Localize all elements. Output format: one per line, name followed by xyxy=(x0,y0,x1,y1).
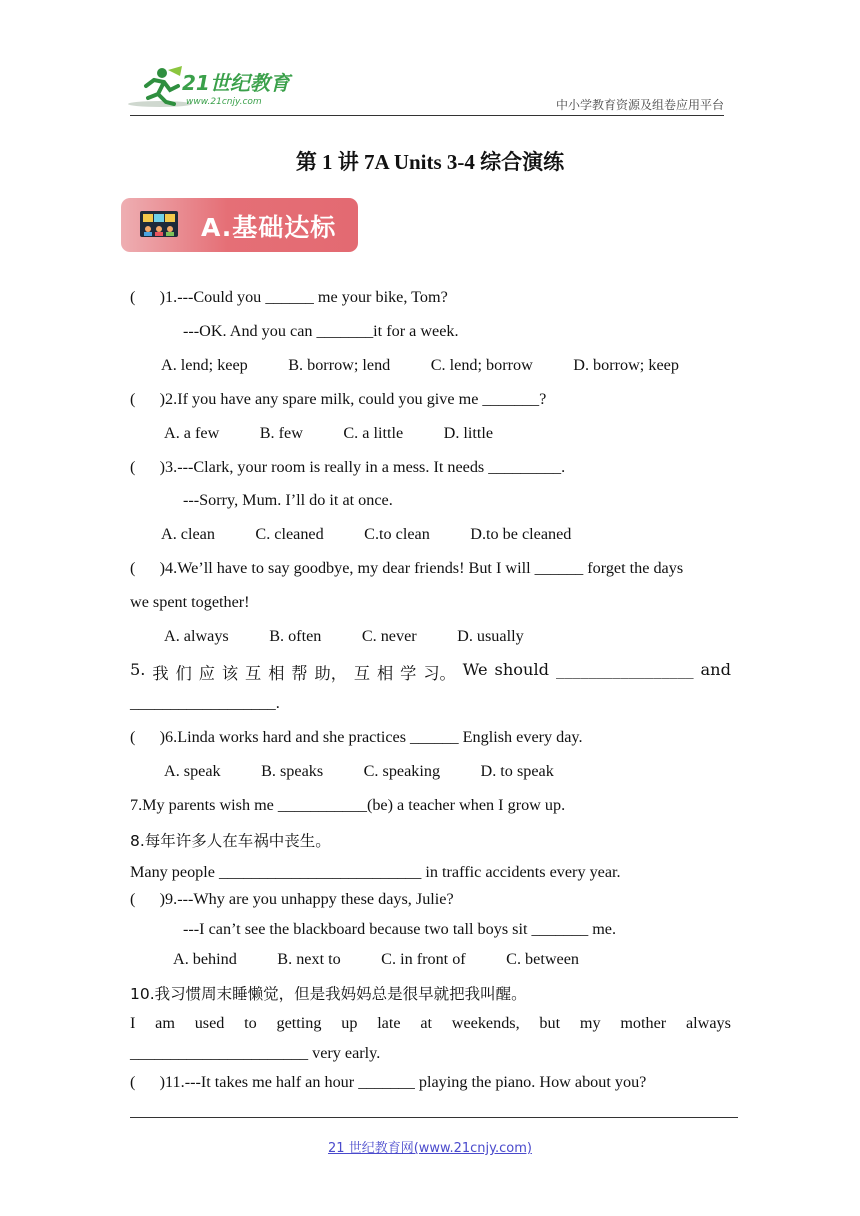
q5-word: 应 xyxy=(198,664,215,683)
q5-word: 相 xyxy=(377,664,394,683)
q5-word: 帮 xyxy=(291,664,308,683)
q5-word: 5. xyxy=(130,660,146,679)
q10-word: late xyxy=(377,1014,401,1032)
section-banner-label: A.基础达标 xyxy=(201,213,337,242)
question-3-options: A. clean C. cleaned C.to clean D.to be cleaned xyxy=(161,525,572,543)
question-11-line: ( )11.---It takes me half an hour _______ playing the piano. How about you? xyxy=(130,1073,647,1091)
q10-word: up xyxy=(341,1014,358,1032)
q10-word: I xyxy=(130,1014,136,1032)
q5-word: 学 xyxy=(400,664,417,683)
footer-divider xyxy=(130,1117,738,1118)
q10-word: always xyxy=(685,1014,731,1032)
question-4-line-2: we spent together! xyxy=(130,593,250,611)
page-header xyxy=(124,58,724,114)
header-divider xyxy=(130,115,724,116)
q10-word: getting xyxy=(276,1014,322,1032)
question-9-line: ( )9.---Why are you unhappy these days, Julie? xyxy=(130,890,454,908)
header-platform-text: 中小学教育资源及组卷应用平台 xyxy=(555,98,724,112)
q5-word: 该 xyxy=(221,664,239,683)
question-9-options: A. behind B. next to C. in front of C. between xyxy=(173,950,579,968)
q10-word: mother xyxy=(620,1014,667,1032)
question-6-options: A. speak B. speaks C. speaking D. to speak xyxy=(164,762,554,780)
page-title: 第 1 讲 7A Units 3-4 综合演练 xyxy=(295,150,565,174)
q5-word: 互 xyxy=(245,664,262,683)
section-banner xyxy=(121,198,358,252)
question-5-line-2: __________________. xyxy=(130,694,280,712)
question-8-line-2: Many people _________________________ in traffic accidents every year. xyxy=(130,863,621,881)
question-9-line-2: ---I can’t see the blackboard because two tall boys sit _______ me. xyxy=(183,920,617,938)
question-4-options: A. always B. often C. never D. usually xyxy=(164,627,524,645)
q10-word: but xyxy=(539,1014,561,1032)
classroom-icon xyxy=(139,210,179,240)
question-2-line: ( )2.If you have any spare milk, could you give me _______? xyxy=(130,390,547,408)
q5-word: 们 xyxy=(175,664,192,683)
question-10-line-2 xyxy=(130,1014,731,1033)
question-3-line-2: ---Sorry, Mum. I’ll do it at once. xyxy=(183,491,393,509)
question-7-line: 7.My parents wish me ___________(be) a teacher when I grow up. xyxy=(130,796,566,814)
svg-text:www.21cnjy.com: www.21cnjy.com xyxy=(186,97,262,107)
q5-word: 我 xyxy=(152,664,169,683)
q10-word: at xyxy=(420,1014,433,1032)
question-1-options: A. lend; keep B. borrow; lend C. lend; borrow D. borrow; keep xyxy=(161,356,679,374)
question-1-line-2: ---OK. And you can _______it for a week. xyxy=(183,322,459,340)
svg-text:21世纪教育: 21世纪教育 xyxy=(182,71,290,95)
q5-word: 互 xyxy=(353,664,371,683)
q5-word: and xyxy=(700,660,731,679)
q10-word: my xyxy=(579,1014,601,1032)
question-5-line xyxy=(130,660,731,684)
question-4-line: ( )4.We’ll have to say goodbye, my dear friends! But I will ______ forget the days xyxy=(130,559,684,577)
q10-word: weekends, xyxy=(451,1014,520,1032)
question-8-line: 8.每年许多人在车祸中丧生。 xyxy=(130,832,331,850)
question-10-line-3: ______________________ very early. xyxy=(130,1044,381,1062)
q5-word: 习。 xyxy=(423,664,456,683)
q5-word: 相 xyxy=(268,664,285,683)
question-2-options: A. a few B. few C. a little D. little xyxy=(164,424,494,442)
question-3-line: ( )3.---Clark, your room is really in a mess. It needs _________. xyxy=(130,458,566,476)
q5-word: We xyxy=(462,660,488,679)
q5-word: 助， xyxy=(314,664,347,683)
q10-word: am xyxy=(155,1014,175,1032)
q10-word: to xyxy=(244,1014,257,1032)
question-10-line: 10.我习惯周末睡懒觉，但是我妈妈总是很早就把我叫醒。 xyxy=(130,985,527,1003)
q5-blank: _________________ xyxy=(555,660,694,679)
question-6-line: ( )6.Linda works hard and she practices ______ English every day. xyxy=(130,728,583,746)
question-1-line: ( )1.---Could you ______ me your bike, Tom? xyxy=(130,288,448,306)
logo-runner-icon xyxy=(124,64,294,112)
q10-word: used xyxy=(194,1014,225,1032)
q5-word: should xyxy=(494,660,549,679)
footer-link[interactable]: 21 世纪教育网(www.21cnjy.com) xyxy=(328,1141,532,1156)
